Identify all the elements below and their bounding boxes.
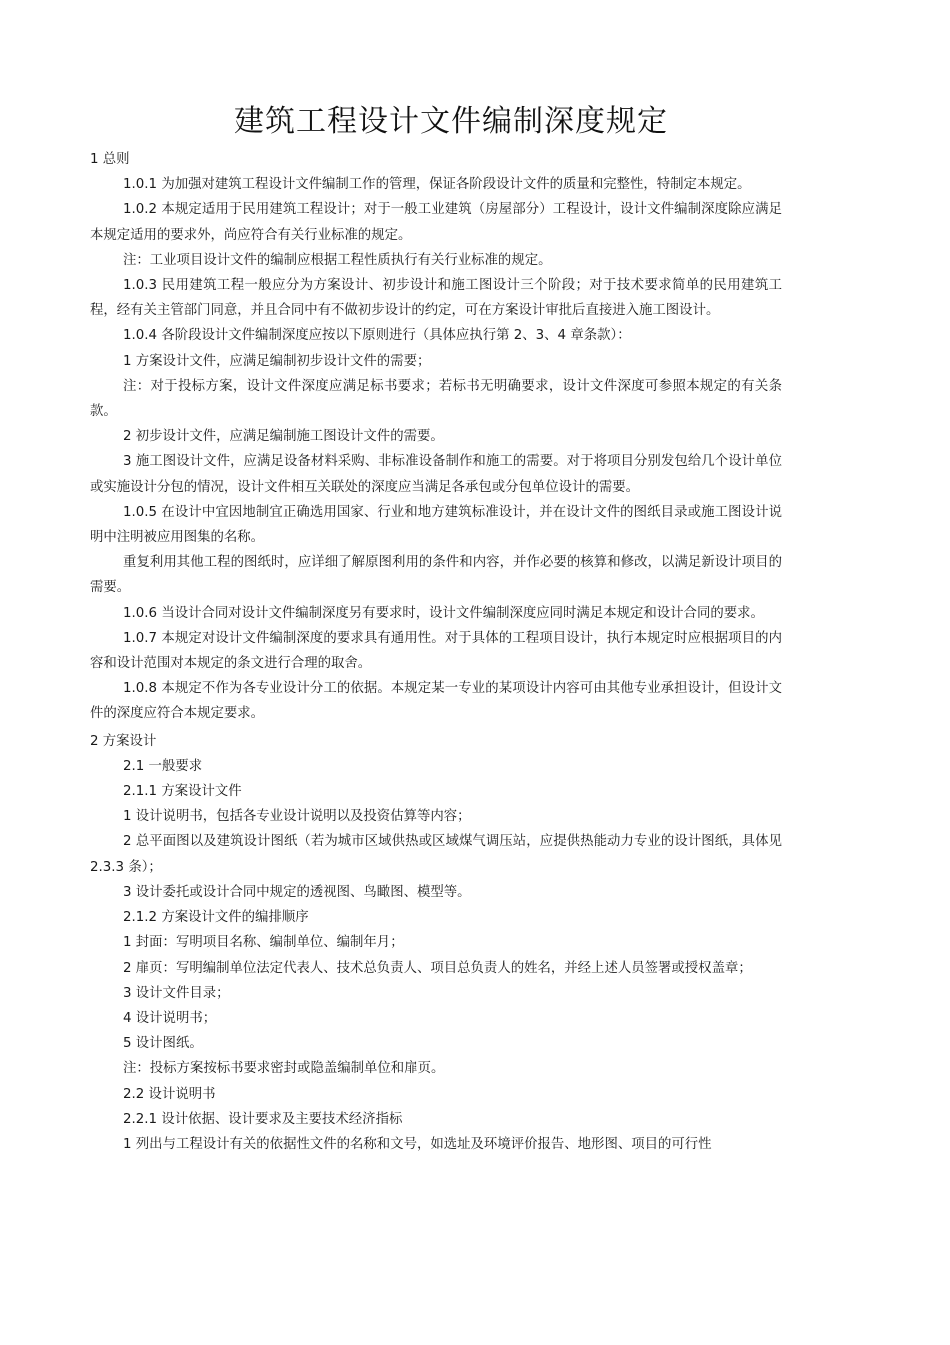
section-heading: 1 总则 bbox=[90, 152, 130, 167]
paragraph: 2.1.1 方案设计文件 bbox=[123, 784, 242, 800]
paragraph: 2.1 一般要求 bbox=[123, 758, 203, 774]
paragraph: 3 施工图设计文件，应满足设备材料采购、非标准设备制作和施工的需要。对于将项目分别发包给几个设计单位或实施设计分包的情况，设计文件相互关联处的深度应当满足各承包或分包单位设计的需要。 bbox=[90, 454, 782, 495]
paragraph: 1.0.1 为加强对建筑工程设计文件编制工作的管理，保证各阶段设计文件的质量和完整性，特制定本规定。 bbox=[123, 177, 751, 193]
paragraph: 1 封面：写明项目名称、编制单位、编制年月； bbox=[123, 935, 404, 951]
paragraph: 2 总平面图以及建筑设计图纸（若为城市区域供热或区域煤气调压站，应提供热能动力专业的设计图纸，具体见 2.3.3 条）； bbox=[90, 834, 782, 875]
paragraph: 2.1.2 方案设计文件的编排顺序 bbox=[123, 910, 309, 926]
paragraph: 1.0.7 本规定对设计文件编制深度的要求具有通用性。对于具体的工程项目设计，执行本规定时应根据项目的内容和设计范围对本规定的条文进行合理的取舍。 bbox=[90, 630, 782, 672]
document-body bbox=[90, 145, 782, 1157]
paragraph: 重复利用其他工程的图纸时，应详细了解原图利用的条件和内容，并作必要的核算和修改，以满足新设计项目的需要。 bbox=[90, 555, 782, 596]
paragraph: 1.0.5 在设计中宜因地制宜正确选用国家、行业和地方建筑标准设计，并在设计文件的图纸目录或施工图设计说明中注明被应用图集的名称。 bbox=[90, 504, 782, 546]
paragraph: 2 扉页：写明编制单位法定代表人、技术总负责人、项目总负责人的姓名，并经上述人员签署或授权盖章； bbox=[123, 960, 752, 976]
paragraph: 3 设计文件目录； bbox=[123, 985, 230, 1001]
paragraph: 1.0.3 民用建筑工程一般应分为方案设计、初步设计和施工图设计三个阶段；对于技术要求简单的民用建筑工程，经有关主管部门同意，并且合同中有不做初步设计的约定，可在方案设计审批后直接进入施工图设计。 bbox=[90, 278, 782, 319]
section-heading: 2 方案设计 bbox=[90, 733, 157, 749]
paragraph: 2 初步设计文件，应满足编制施工图设计文件的需要。 bbox=[123, 429, 444, 445]
paragraph: 3 设计委托或设计合同中规定的透视图、鸟瞰图、模型等。 bbox=[123, 884, 471, 900]
paragraph: 1 方案设计文件，应满足编制初步设计文件的需要； bbox=[123, 353, 431, 369]
paragraph: 1.0.8 本规定不作为各专业设计分工的依据。本规定某一专业的某项设计内容可由其他专业承担设计，但设计文件的深度应符合本规定要求。 bbox=[90, 681, 782, 722]
paragraph: 2.2 设计说明书 bbox=[123, 1086, 216, 1102]
paragraph: 1.0.6 当设计合同对设计文件编制深度另有要求时，设计文件编制深度应同时满足本规定和设计合同的要求。 bbox=[123, 605, 764, 621]
document-title: 建筑工程设计文件编制深度规定 bbox=[234, 104, 668, 139]
paragraph: 1.0.4 各阶段设计文件编制深度应按以下原则进行（具体应执行第 2、3、4 章条款）： bbox=[123, 328, 631, 344]
paragraph: 5 设计图纸。 bbox=[123, 1036, 203, 1052]
paragraph: 1 列出与工程设计有关的依据性文件的名称和文号，如选址及环境评价报告、地形图、项目的可行性 bbox=[123, 1136, 712, 1152]
paragraph: 1.0.2 本规定适用于民用建筑工程设计；对于一般工业建筑（房屋部分）工程设计，设计文件编制深度除应满足本规定适用的要求外，尚应符合有关行业标准的规定。 bbox=[90, 202, 782, 243]
paragraph: 注：投标方案按标书要求密封或隐盖编制单位和扉页。 bbox=[123, 1061, 445, 1077]
paragraph: 4 设计说明书； bbox=[123, 1010, 217, 1026]
paragraph: 1 设计说明书，包括各专业设计说明以及投资估算等内容； bbox=[123, 809, 471, 825]
paragraph: 注：工业项目设计文件的编制应根据工程性质执行有关行业标准的规定。 bbox=[123, 252, 552, 268]
paragraph: 2.2.1 设计依据、设计要求及主要技术经济指标 bbox=[123, 1111, 403, 1127]
paragraph: 注：对于投标方案，设计文件深度应满足标书要求；若标书无明确要求，设计文件深度可参照本规定的有关条款。 bbox=[90, 378, 782, 420]
